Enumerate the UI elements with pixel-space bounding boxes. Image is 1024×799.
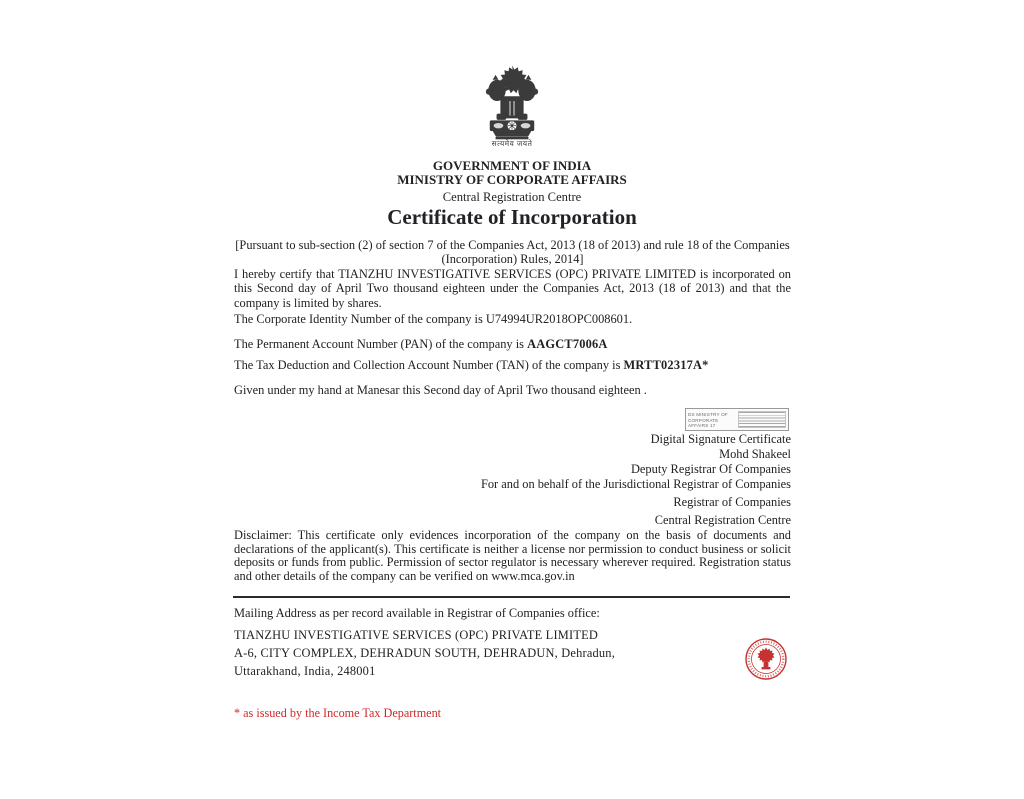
tan-value: MRTT02317A* (623, 358, 709, 372)
pan-value: AAGCT7006A (527, 337, 608, 351)
mailing-address-heading: Mailing Address as per record available in Registrar of Companies office: (234, 606, 600, 620)
government-of-india-heading: GOVERNMENT OF INDIA (432, 158, 592, 173)
horizontal-rule (233, 596, 790, 598)
certification-paragraph: I hereby certify that TIANZHU INVESTIGATIVE SERVICES (OPC) PRIVATE LIMITED is incorporated on this Second day of April Two thousand eighteen under the Companies Act, 2013 (18 of 2013) and that the company is limited by shares. (234, 267, 791, 310)
disclaimer-paragraph: Disclaimer: This certificate only evidences incorporation of the company on the basis of documents and declarations of the applicant(s). This certificate is neither a license nor permission to conduct business or solicit deposits or funds from public. Permission of sector regulator is necessary wherever required. Registration status and other details of the company can be verified on www.mca.gov.in (234, 528, 791, 583)
income-tax-footnote: * as issued by the Income Tax Department (234, 706, 442, 720)
centre-line: Central Registration Centre (654, 513, 791, 527)
central-registration-centre: Central Registration Centre (442, 190, 582, 204)
stamp-fine-print (738, 411, 786, 428)
given-under-hand-line: Given under my hand at Manesar this Second day of April Two thousand eighteen . (234, 383, 647, 397)
mailing-address-line1: A-6, CITY COMPLEX, DEHRADUN SOUTH, DEHRADUN, Dehradun, (234, 646, 615, 660)
stamp-issuer-text: DS MINISTRY OF CORPORATE AFFAIRS 17 (688, 412, 728, 429)
certificate-title: Certificate of Incorporation (387, 205, 637, 229)
pan-line (234, 337, 791, 351)
pursuant-clause: [Pursuant to sub-section (2) of section 7 of the Companies Act, 2013 (18 of 2013) and rule 18 of the Companies (Incorporation) Rules, 2014] (235, 238, 790, 266)
signature-block (234, 432, 791, 527)
lion-capital-icon (483, 64, 541, 140)
pan-label: The Permanent Account Number (PAN) of the company is (234, 337, 528, 351)
red-official-seal-icon (744, 636, 788, 682)
tan-line (234, 358, 791, 372)
signature-line: Digital Signature Certificate (650, 432, 791, 446)
mailing-address-line2: Uttarakhand, India, 248001 (234, 664, 376, 678)
on-behalf-line: For and on behalf of the Jurisdictional Registrar of Companies (480, 477, 791, 491)
cin-label: The Corporate Identity Number of the company is (234, 312, 486, 326)
signatory-name: Mohd Shakeel (719, 446, 791, 461)
cin-line (234, 312, 791, 326)
ministry-heading: MINISTRY OF CORPORATE AFFAIRS (397, 172, 627, 187)
emblem-motto: सत्यमेव जयते (491, 139, 533, 148)
emblem-of-india (0, 64, 1024, 145)
digital-signature-stamp (685, 408, 789, 431)
cin-value: U74994UR2018OPC008601. (485, 312, 633, 326)
tan-label: The Tax Deduction and Collection Account Number (TAN) of the company is (234, 358, 624, 372)
mailing-company-name: TIANZHU INVESTIGATIVE SERVICES (OPC) PRIVATE LIMITED (234, 628, 599, 642)
registrar-line: Registrar of Companies (673, 495, 791, 509)
signatory-designation: Deputy Registrar Of Companies (630, 461, 791, 476)
